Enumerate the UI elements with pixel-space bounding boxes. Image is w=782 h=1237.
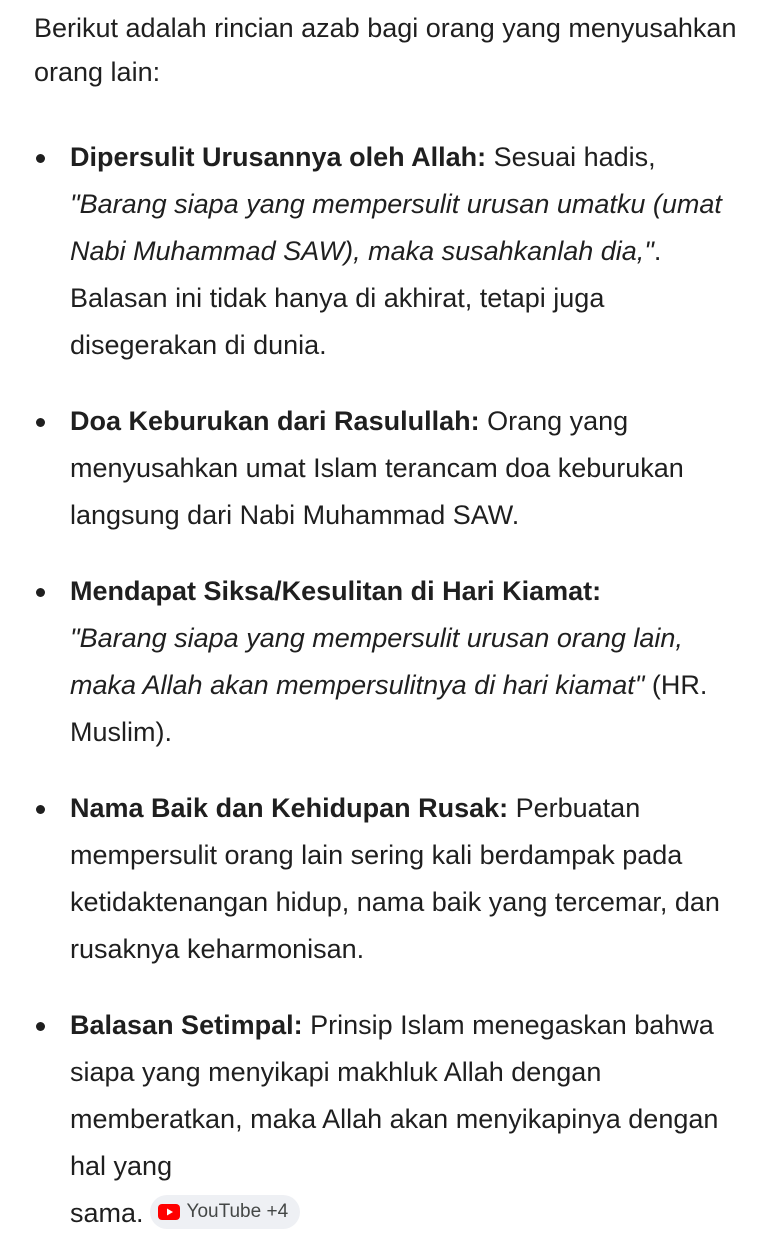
item-quote: "Barang siapa yang mempersulit urusan orang lain, maka Allah akan mempersulitnya di hari kiamat": [70, 623, 683, 700]
item-text: Sesuai hadis,: [486, 142, 656, 172]
bullet-icon: [36, 805, 45, 814]
source-chip-label: YouTube +4: [186, 1200, 289, 1222]
item-quote: "Barang siapa yang mempersulit urusan umatku (umat Nabi Muhammad SAW), maka susahkanlah dia,": [70, 189, 722, 266]
item-text: (HR. Muslim).: [70, 670, 708, 747]
bullet-icon: [36, 588, 45, 597]
item-text: Perbuatan mempersulit orang lain sering kali berdampak pada ketidaktenangan hidup, nama baik yang tercemar, dan rusaknya keharmonisan.: [70, 793, 720, 964]
list-item: [34, 398, 748, 539]
item-text: . Balasan ini tidak hanya di akhirat, tetapi juga disegerakan di dunia.: [70, 236, 662, 360]
list-item: [34, 134, 748, 369]
item-term: Nama Baik dan Kehidupan Rusak:: [70, 793, 509, 823]
list-item: [34, 785, 748, 973]
item-term: Doa Keburukan dari Rasulullah:: [70, 406, 480, 436]
item-term: Mendapat Siksa/Kesulitan di Hari Kiamat:: [70, 576, 602, 606]
youtube-icon: [158, 1204, 180, 1220]
intro-paragraph: Berikut adalah rincian azab bagi orang yang menyusahkan orang lain:: [34, 13, 737, 87]
item-text-tail: sama.: [70, 1198, 144, 1228]
bullet-icon: [36, 154, 45, 163]
punishment-list: [34, 134, 748, 1237]
bullet-icon: [36, 1022, 45, 1031]
bullet-icon: [36, 418, 45, 427]
list-item: [34, 1002, 748, 1237]
item-text: Orang yang menyusahkan umat Islam terancam doa keburukan langsung dari Nabi Muhammad SAW.: [70, 406, 684, 530]
list-item: [34, 568, 748, 756]
item-text: Prinsip Islam menegaskan bahwa siapa yang menyikapi makhluk Allah dengan memberatkan, maka Allah akan menyikapinya dengan hal yang: [70, 1010, 719, 1181]
item-term: Dipersulit Urusannya oleh Allah:: [70, 142, 487, 172]
item-term: Balasan Setimpal:: [70, 1010, 303, 1040]
